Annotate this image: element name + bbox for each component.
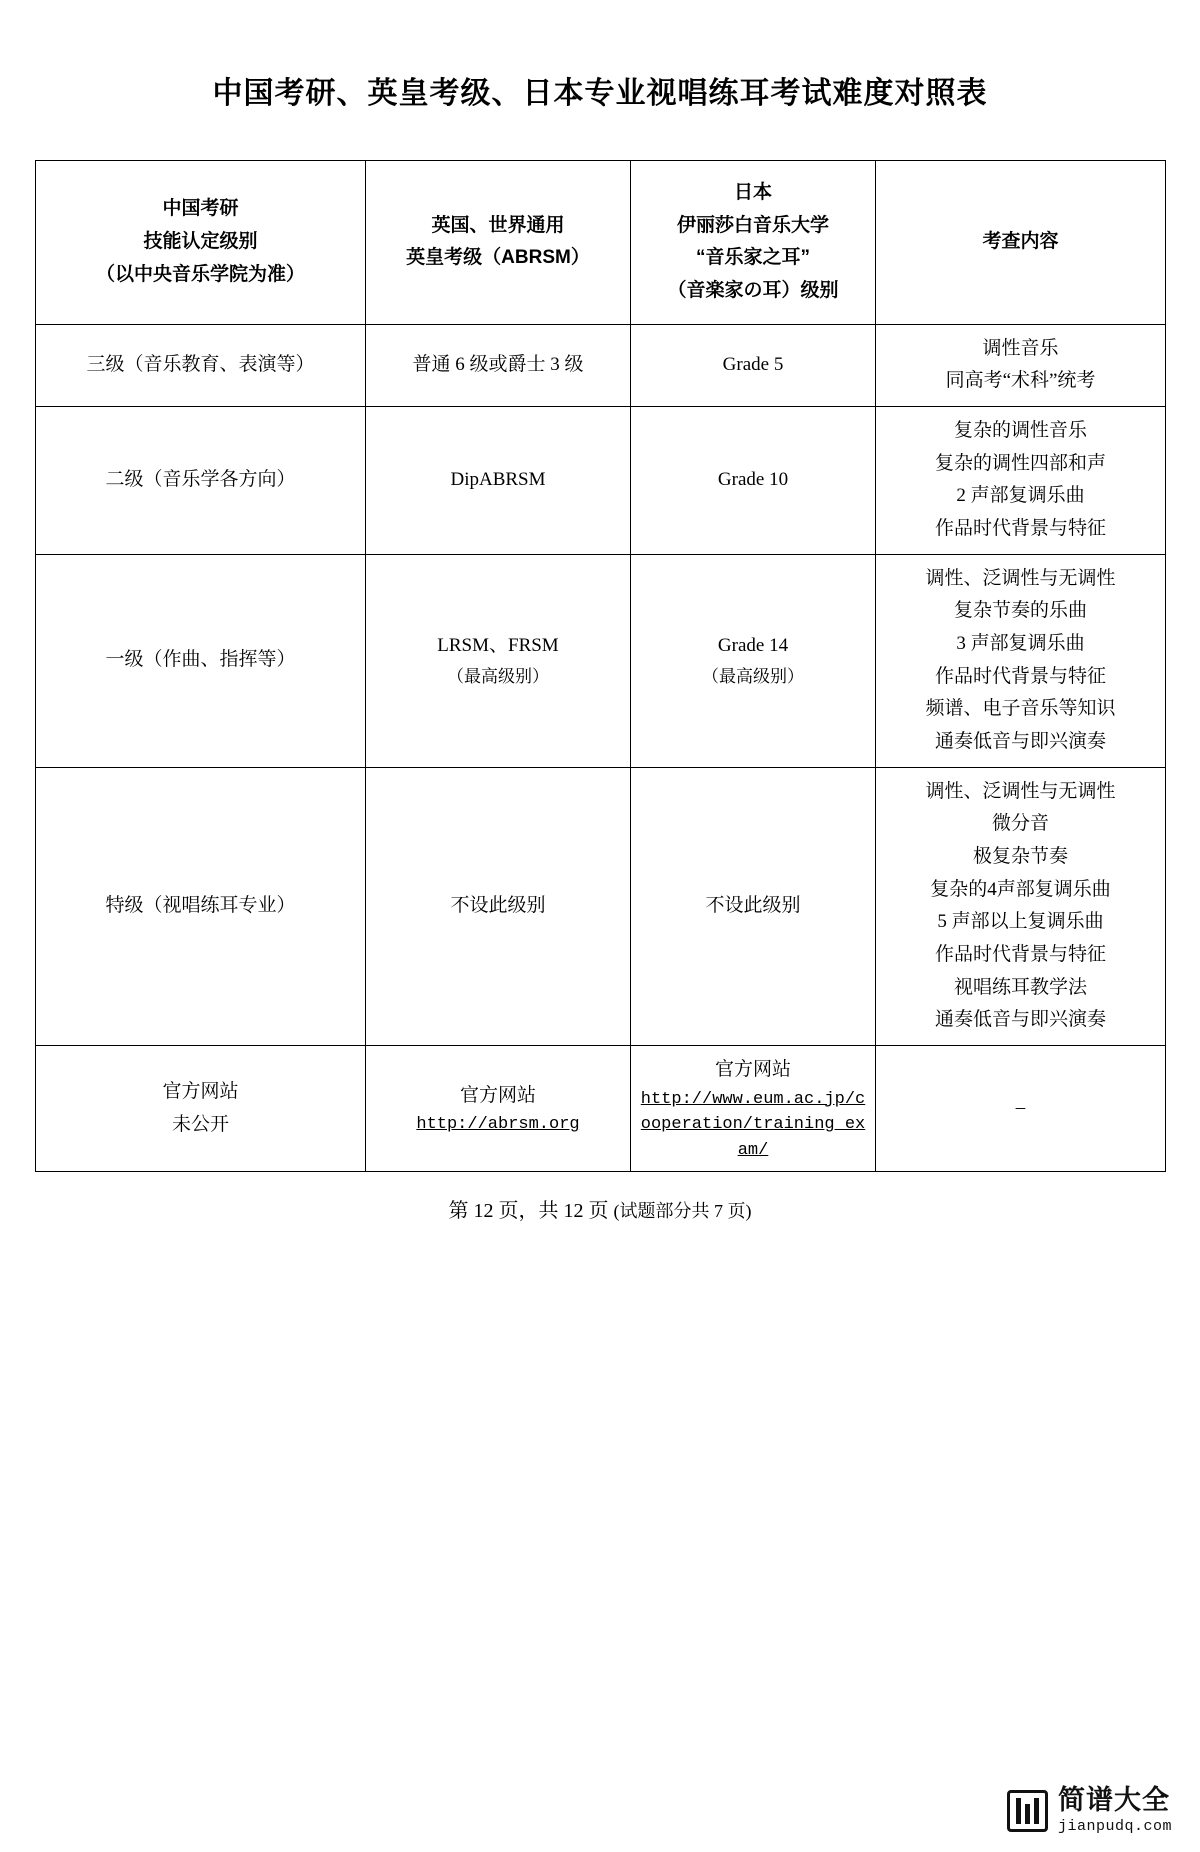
abrsm-website-link[interactable]: http://abrsm.org [416,1115,580,1135]
cell-line: Grade 5 [722,354,784,376]
cell-line: 官方网站 [162,1081,239,1103]
official-site-china [36,1046,366,1172]
header-cell-abrsm [366,161,631,325]
watermark-url: jianpudq.com [1057,1818,1172,1835]
official-site-content-placeholder: – [876,1046,1166,1172]
row-abrsm-cell [366,407,631,555]
cell-line: 通奏低音与即兴演奏 [934,731,1106,753]
row-level-label: 三级（音乐教育、表演等） [36,324,366,406]
header-line: 中国考研 [162,198,239,220]
cell-line: 不设此级别 [450,895,546,917]
row-content-cell [876,407,1166,555]
cell-line: 2 声部复调乐曲 [956,485,1085,507]
comparison-table-wrapper [35,160,1165,1172]
header-cell-content [876,161,1166,325]
header-line: 考查内容 [982,231,1059,252]
cell-line: 复杂的4声部复调乐曲 [930,878,1111,900]
music-bars-icon [1007,1790,1048,1832]
cell-line: 5 声部以上复调乐曲 [937,911,1104,933]
table-header-row [36,161,1166,325]
cell-line: 复杂的调性音乐 [953,420,1087,442]
row-abrsm-cell [366,767,631,1045]
cell-line: Grade 10 [717,469,789,491]
cell-line: 通奏低音与即兴演奏 [934,1009,1106,1031]
cell-line: 不设此级别 [705,895,801,917]
official-site-japan [631,1046,876,1172]
row-level-label: 二级（音乐学各方向） [36,407,366,555]
watermark-text [1058,1787,1172,1834]
table-row [36,324,1166,406]
comparison-table [35,160,1166,1172]
page-title: 中国考研、英皇考级、日本专业视唱练耳考试难度对照表 [212,77,988,110]
cell-line: 同高考“术科”统考 [945,370,1096,392]
row-japan-cell [631,767,876,1045]
cell-line: 普通 6 级或爵士 3 级 [412,354,584,376]
official-site-abrsm [366,1046,631,1172]
header-line: 英皇考级（ABRSM） [406,247,590,269]
document-page [0,68,1200,1852]
eum-website-link[interactable]: http://www.eum.ac.jp/cooperation/training_exam/ [640,1089,866,1160]
row-abrsm-cell [366,324,631,406]
watermark-name: 简谱大全 [1057,1785,1170,1815]
cell-line: 未公开 [171,1113,229,1135]
row-content-cell [876,554,1166,767]
header-cell-china [36,161,366,325]
header-line: 伊丽莎白音乐大学 [676,214,829,236]
cell-line: 复杂的调性四部和声 [934,452,1106,474]
header-line: （以中央音乐学院为准） [95,263,305,285]
table-body [36,324,1166,1172]
header-line: （音楽家の耳）级别 [667,280,839,302]
cell-line: （最高级别） [702,667,804,687]
row-level-label: 特级（视唱练耳专业） [36,767,366,1045]
cell-line: DipABRSM [450,469,546,491]
cell-line: 作品时代背景与特征 [934,665,1106,687]
cell-line: LRSM、FRSM [437,634,559,656]
cell-line: 官方网站 [459,1084,536,1106]
cell-line: 视唱练耳教学法 [953,976,1087,998]
cell-line: 微分音 [991,813,1049,835]
cell-line: 复杂节奏的乐曲 [953,600,1087,622]
table-row [36,407,1166,555]
row-content-cell [876,324,1166,406]
cell-line: 调性音乐 [982,337,1059,359]
cell-line: 调性、泛调性与无调性 [925,780,1116,802]
header-line: 日本 [733,182,772,203]
table-row [36,767,1166,1045]
page-footer [0,1194,1200,1223]
cell-line: 调性、泛调性与无调性 [925,567,1116,589]
cell-line: 极复杂节奏 [972,846,1068,868]
cell-line: 3 声部复调乐曲 [956,633,1085,655]
cell-line: Grade 14 [717,634,789,656]
table-header [36,161,1166,325]
row-japan-cell [631,407,876,555]
row-abrsm-cell [366,554,631,767]
row-japan-cell [631,324,876,406]
cell-line: 作品时代背景与特征 [934,944,1106,966]
header-line: “音乐家之耳” [695,247,810,269]
header-line: 技能认定级别 [143,231,258,252]
table-row-official-websites [36,1046,1166,1172]
header-line: 英国、世界通用 [431,214,565,236]
cell-line: 官方网站 [714,1059,791,1081]
row-japan-cell [631,554,876,767]
row-content-cell [876,767,1166,1045]
page-footer-note: (试题部分共 7 页) [613,1201,752,1222]
page-number-text: 第 12 页，共 12 页 [448,1200,609,1223]
watermark [1007,1787,1172,1834]
header-cell-japan [631,161,876,325]
cell-line: 频谱、电子音乐等知识 [925,698,1116,720]
cell-line: （最高级别） [447,667,549,687]
table-row [36,554,1166,767]
cell-line: 作品时代背景与特征 [934,518,1106,540]
row-level-label: 一级（作曲、指挥等） [36,554,366,767]
